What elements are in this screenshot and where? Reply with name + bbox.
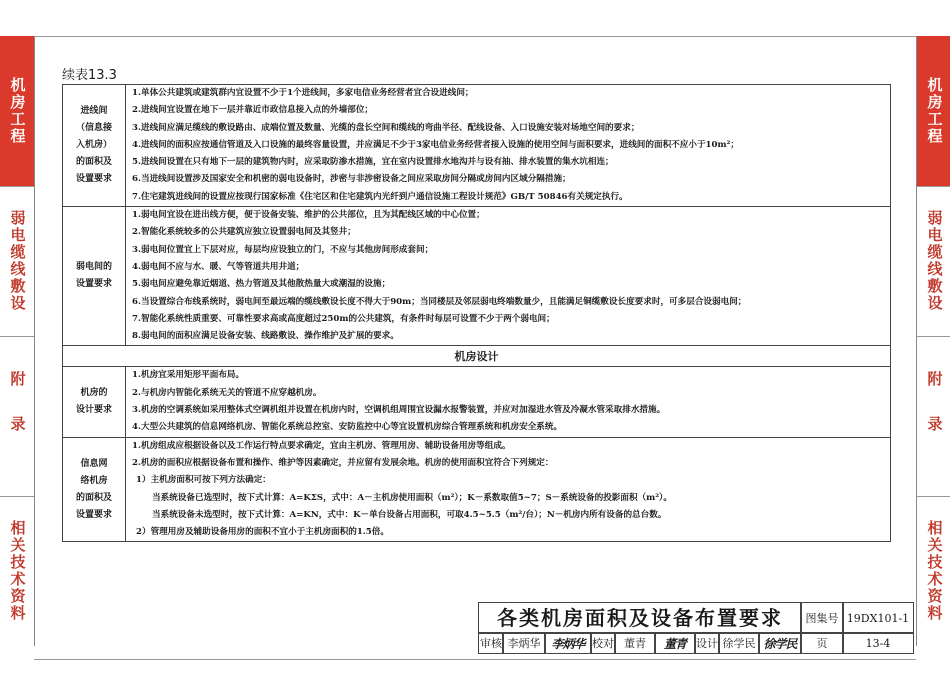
section-row xyxy=(63,346,891,367)
requirement-line: 2.进线间宜设置在地下一层并靠近市政信息接入点的外墙部位； xyxy=(132,105,374,116)
tab-label: 机房工程 xyxy=(8,77,27,145)
label-line: 入机房） xyxy=(75,140,112,151)
requirement-line: 7.智能化系统性质重要、可靠性要求高或高度超过250m的公共建筑，有条件时每层可设置不少于两个弱电间； xyxy=(132,313,555,324)
requirement-line: 1）主机房面积可按下列方法确定： xyxy=(136,475,271,486)
reviewer-name: 李炳华 xyxy=(502,632,546,654)
label-line: 进线间 xyxy=(80,106,108,117)
label-line: 弱电间的 xyxy=(75,262,112,273)
left-tab-machine-room[interactable] xyxy=(0,36,34,187)
row-content xyxy=(126,437,891,542)
right-tab-technical-data[interactable] xyxy=(917,496,950,646)
requirement-line: 1.机房宜采用矩形平面布局。 xyxy=(132,370,245,381)
row-label xyxy=(63,367,126,437)
row-content xyxy=(126,85,891,207)
row-label xyxy=(63,437,126,542)
title-block xyxy=(478,602,914,654)
requirement-line: 3.机房的空调系统如采用整体式空调机组并设置在机房内时，空调机组周围宜设漏水报警装置，并应对加湿进水管及冷凝水管采取排水措施。 xyxy=(132,405,666,416)
requirement-line: 2.机房的面积应根据设备布置和操作、维护等因素确定，并应留有发展余地。机房的使用面积宜符合下列规定： xyxy=(132,457,554,468)
tab-label: 相关技术资料 xyxy=(925,520,944,622)
review-label: 审核 xyxy=(478,632,504,654)
label-line: （信息接 xyxy=(75,123,112,134)
right-tab-cabling[interactable] xyxy=(917,186,950,337)
tab-label: 弱电缆线敷设 xyxy=(925,210,944,312)
left-tab-appendix[interactable] xyxy=(0,336,34,497)
reviewer-signature: 李炳华 xyxy=(544,632,592,654)
checker-signature: 董青 xyxy=(654,632,696,654)
requirement-line: 当系统设备已选型时，按下式计算：A=KΣS，式中：A－主机房使用面积（m²）；K－系数取值5~7；S－系统设备的投影面积（m²）。 xyxy=(152,492,672,503)
requirement-line: 1.单体公共建筑或建筑群内宜设置不少于1个进线间，多家电信业务经营者宜合设进线间； xyxy=(132,88,474,98)
requirement-line: 7.住宅建筑进线间的设置应按现行国家标准《住宅区和住宅建筑内光纤到户通信设施工程设计规范》GB/T 50846有关规定执行。 xyxy=(132,191,628,202)
atlas-label: 图集号 xyxy=(800,602,844,634)
left-tab-cabling[interactable] xyxy=(0,186,34,337)
designer-name: 徐学民 xyxy=(718,632,760,654)
tab-label: 弱电缆线敷设 xyxy=(8,210,27,312)
left-tab-technical-data[interactable] xyxy=(0,496,34,646)
designer-signature: 徐学民 xyxy=(758,632,802,654)
requirement-line: 6.当进线间设置涉及国家安全和机密的弱电设备时，涉密与非涉密设备之间应采取房间分隔或房间内区域分隔措施； xyxy=(132,174,571,185)
tab-label: 相关技术资料 xyxy=(8,520,27,622)
table-row xyxy=(63,85,891,207)
right-tab-appendix[interactable] xyxy=(917,336,950,497)
label-line: 机房的 xyxy=(80,388,108,399)
requirement-line: 3.进线间应满足缆线的敷设路由、成端位置及数量、光缆的盘长空间和缆线的弯曲半径、配线设备、入口设施安装对场地空间的要求； xyxy=(132,122,640,133)
right-tab-bar xyxy=(916,36,950,646)
label-line: 设置要求 xyxy=(75,509,112,520)
label-line: 的面积及 xyxy=(75,492,112,503)
table-continuation-title: 续表13.3 xyxy=(62,68,117,83)
requirements-table xyxy=(62,84,891,542)
drawing-title: 各类机房面积及设备布置要求 xyxy=(478,602,802,634)
requirement-line: 3.弱电间位置宜上下层对应，每层均应设独立的门，不应与其他房间形成套间； xyxy=(132,244,434,255)
row-label xyxy=(63,85,126,207)
atlas-number: 19DX101-1 xyxy=(842,602,914,634)
requirement-line: 8.弱电间的面积应满足设备安装、线路敷设、操作维护及扩展的要求。 xyxy=(132,331,399,342)
row-content xyxy=(126,207,891,346)
requirement-line: 4.大型公共建筑的信息网络机房、智能化系统总控室、安防监控中心等宜设置机房综合管理系统和机房安全系统。 xyxy=(132,422,563,433)
design-label: 设计 xyxy=(694,632,720,654)
requirement-line: 6.当设置综合布线系统时，弱电间至最远端的缆线敷设长度不得大于90m；当同楼层及邻层弱电终端数量少，且能满足铜缆敷设长度要求时，可多层合设弱电间； xyxy=(132,296,747,307)
requirement-line: 1.弱电间宜设在进出线方便，便于设备安装、维护的公共部位，且为其配线区域的中心位置； xyxy=(132,210,485,221)
left-tab-bar xyxy=(0,36,35,646)
label-line: 设置要求 xyxy=(75,279,112,290)
check-label: 校对 xyxy=(590,632,616,654)
tab-label: 机房工程 xyxy=(925,77,944,145)
tab-label: 附录 xyxy=(925,371,944,461)
section-title: 机房设计 xyxy=(63,346,891,367)
requirement-line: 2）管理用房及辅助设备用房的面积不宜小于主机房面积的1.5倍。 xyxy=(136,527,389,538)
right-tab-machine-room[interactable] xyxy=(917,36,950,187)
label-line: 的面积及 xyxy=(75,157,112,168)
row-content xyxy=(126,367,891,437)
requirement-line: 4.进线间的面积应按通信管道及入口设施的最终容量设置，并应满足不少于3家电信业务经营者接入设施的使用空间与面积要求，进线间的面积不应小于10m²； xyxy=(132,139,739,150)
requirement-line: 5.弱电间应避免靠近烟道、热力管道及其他散热量大或潮湿的设施； xyxy=(132,279,391,290)
label-line: 络机房 xyxy=(80,475,108,486)
label-line: 信息网 xyxy=(80,458,108,469)
label-line: 设置要求 xyxy=(75,174,112,185)
requirement-line: 当系统设备未选型时，按下式计算：A=KN，式中：K－单台设备占用面积，可取4.5~5.5（m²/台）；N－机房内所有设备的总台数。 xyxy=(152,509,667,520)
table-row xyxy=(63,207,891,346)
requirement-line: 4.弱电间不应与水、暖、气等管道共用井道； xyxy=(132,261,305,272)
requirement-line: 5.进线间设置在只有地下一层的建筑物内时，应采取防渗水措施，宜在室内设置排水地沟并与设有抽、排水装置的集水坑相连； xyxy=(132,157,614,168)
row-label xyxy=(63,207,126,346)
checker-name: 董青 xyxy=(614,632,656,654)
table-row xyxy=(63,367,891,437)
label-line: 设计要求 xyxy=(75,405,112,416)
table-row xyxy=(63,437,891,542)
requirement-line: 1.机房组成应根据设备以及工作运行特点要求确定，宜由主机房、管理用房、辅助设备用房等组成。 xyxy=(132,440,511,451)
page-label: 页 xyxy=(800,632,844,654)
tab-label: 附录 xyxy=(8,371,27,461)
page-number: 13-4 xyxy=(842,632,914,654)
requirement-line: 2.与机房内智能化系统无关的管道不应穿越机房。 xyxy=(132,387,322,398)
requirement-line: 2.智能化系统较多的公共建筑应独立设置弱电间及其竖井； xyxy=(132,227,356,238)
